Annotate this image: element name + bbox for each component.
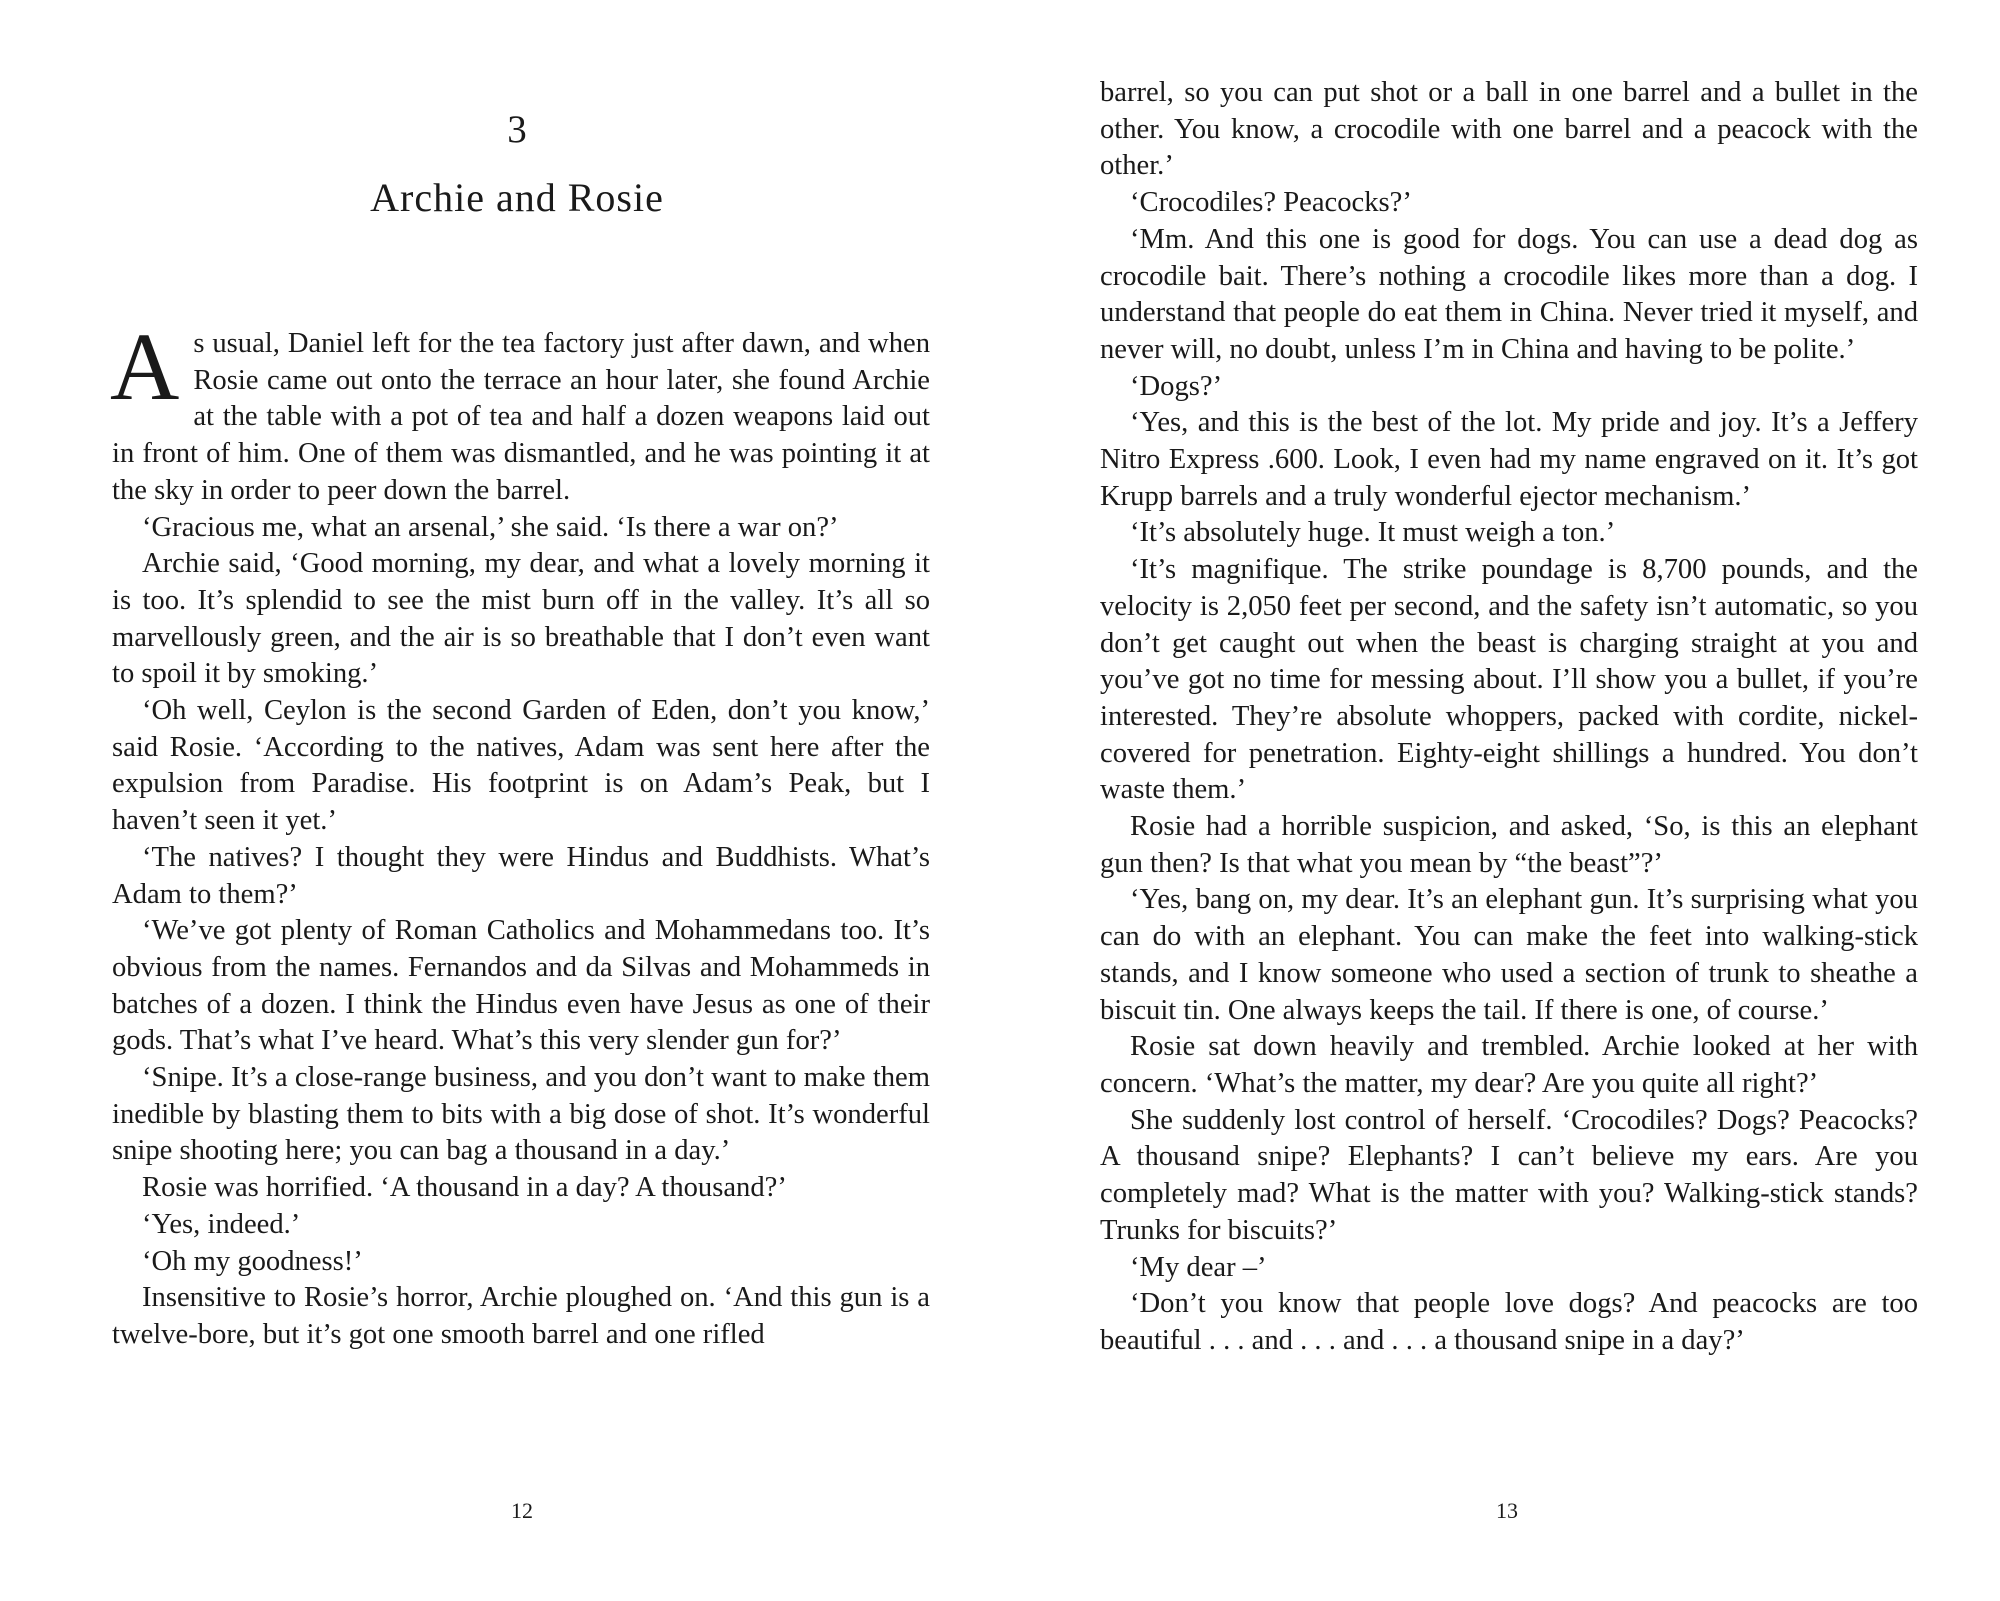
paragraph: ‘Mm. And this one is good for dogs. You can use a dead dog as crocodile bait. There’s nothing a crocodile likes more than a dog. I understand that people do eat them in China. Never tried it myself, and never will, no doubt, unless I’m in China and having to be polite.’: [1100, 223, 1918, 365]
paragraph: ‘Crocodiles? Peacocks?’: [1130, 187, 1412, 219]
paragraph: ‘It’s magnifique. The strike poundage is 8,700 pounds, and the velocity is 2,050 feet per second, and the safety isn’t automatic, so you don’t get caught out when the beast is charging straight at you and you’ve got no time for messing about. I’ll show you a bullet, if you’re interested. They’re absolute whoppers, packed with cordite, nickel-covered for penetration. Eighty-eight shillings a hundred. You don’t waste them.’: [1100, 554, 1918, 806]
paragraph: ‘Gracious me, what an arsenal,’ she said. ‘Is there a war on?’: [142, 511, 839, 543]
paragraph: ‘It’s absolutely huge. It must weigh a ton.’: [1130, 517, 1616, 549]
paragraph: ‘Dogs?’: [1130, 370, 1223, 402]
paragraph: ‘Yes, bang on, my dear. It’s an elephant gun. It’s surprising what you can do with an elephant. You can make the feet into walking-stick stands, and I know someone who used a section of trunk to sheathe a biscuit tin. One always keeps the tail. If there is one, of course.’: [1100, 884, 1918, 1026]
paragraph: Rosie sat down heavily and trembled. Archie looked at her with concern. ‘What’s the matter, my dear? Are you quite all right?’: [1100, 1031, 1918, 1099]
paragraph: Archie said, ‘Good morning, my dear, and what a lovely morning it is too. It’s splendid to see the mist burn off in the valley. It’s all so marvellously green, and the air is so breathable that I don’t even want to spoil it by smoking.’: [112, 548, 930, 690]
paragraph: ‘Don’t you know that people love dogs? And peacocks are too beautiful . . . and . . . and . . . a thousand snipe in a day?’: [1100, 1288, 1918, 1356]
paragraph: ‘Snipe. It’s a close-range business, and you don’t want to make them inedible by blasting them to bits with a big dose of shot. It’s wonderful snipe shooting here; you can bag a thousand in a day.’: [112, 1062, 930, 1167]
paragraph-text: s usual, Daniel left for the tea factory just after dawn, and when Rosie came out onto the terrace an hour later, she found Archie at the table with a pot of tea and half a dozen weapons laid out in front of him. One of them was dismantled, and he was pointing it at the sky in order to peer down the barrel.: [112, 328, 930, 506]
paragraph: ‘Yes, and this is the best of the lot. My pride and joy. It’s a Jeffery Nitro Express .600. Look, I even had my name engraved on it. It’s got Krupp barrels and a truly wonderful ejector mechanism.’: [1100, 407, 1918, 512]
paragraph: ‘My dear –’: [1130, 1251, 1267, 1283]
paragraph: ‘Oh well, Ceylon is the second Garden of Eden, don’t you know,’ said Rosie. ‘According to the natives, Adam was sent here after the expulsion from Paradise. His footprint is on Adam’s Peak, but I haven’t seen it yet.’: [112, 695, 930, 837]
page-number: 12: [511, 1498, 533, 1523]
paragraph: She suddenly lost control of herself. ‘Crocodiles? Dogs? Peacocks? A thousand snipe? Elephants? I can’t believe my ears. Are you completely mad? What is the matter with you? Walking-stick stands? Trunks for biscuits?’: [1100, 1104, 1918, 1246]
paragraph: ‘Yes, indeed.’: [142, 1208, 301, 1240]
paragraph: ‘The natives? I thought they were Hindus and Buddhists. What’s Adam to them?’: [112, 841, 930, 910]
paragraph: Insensitive to Rosie’s horror, Archie ploughed on. ‘And this gun is a twelve-bore, but it’s got one smooth barrel and one rifled: [112, 1282, 930, 1350]
right-page-text: [1100, 75, 1918, 1360]
paragraph: Rosie was horrified. ‘A thousand in a day? A thousand?’: [142, 1172, 787, 1204]
paragraph: ‘Oh my goodness!’: [142, 1245, 363, 1277]
left-page-text: [110, 313, 930, 1354]
chapter-title: Archie and Rosie: [370, 175, 664, 220]
paragraph: Rosie had a horrible suspicion, and asked, ‘So, is this an elephant gun then? Is that what you mean by “the beast”?’: [1100, 811, 1918, 879]
right-page: [1000, 0, 2000, 1601]
page-number: 13: [1496, 1498, 1518, 1523]
paragraph: barrel, so you can put shot or a ball in one barrel and a bullet in the other. You know, a crocodile with one barrel and a peacock with the other.’: [1100, 77, 1918, 182]
drop-cap: A: [110, 313, 180, 420]
paragraph: ‘We’ve got plenty of Roman Catholics and Mohammedans too. It’s obvious from the names. Fernandos and da Silvas and Mohammeds in batches of a dozen. I think the Hindus even have Jesus as one of their gods. That’s what I’ve heard. What’s this very slender gun for?’: [112, 915, 930, 1057]
paragraph: [110, 313, 930, 510]
chapter-number: 3: [507, 108, 527, 151]
